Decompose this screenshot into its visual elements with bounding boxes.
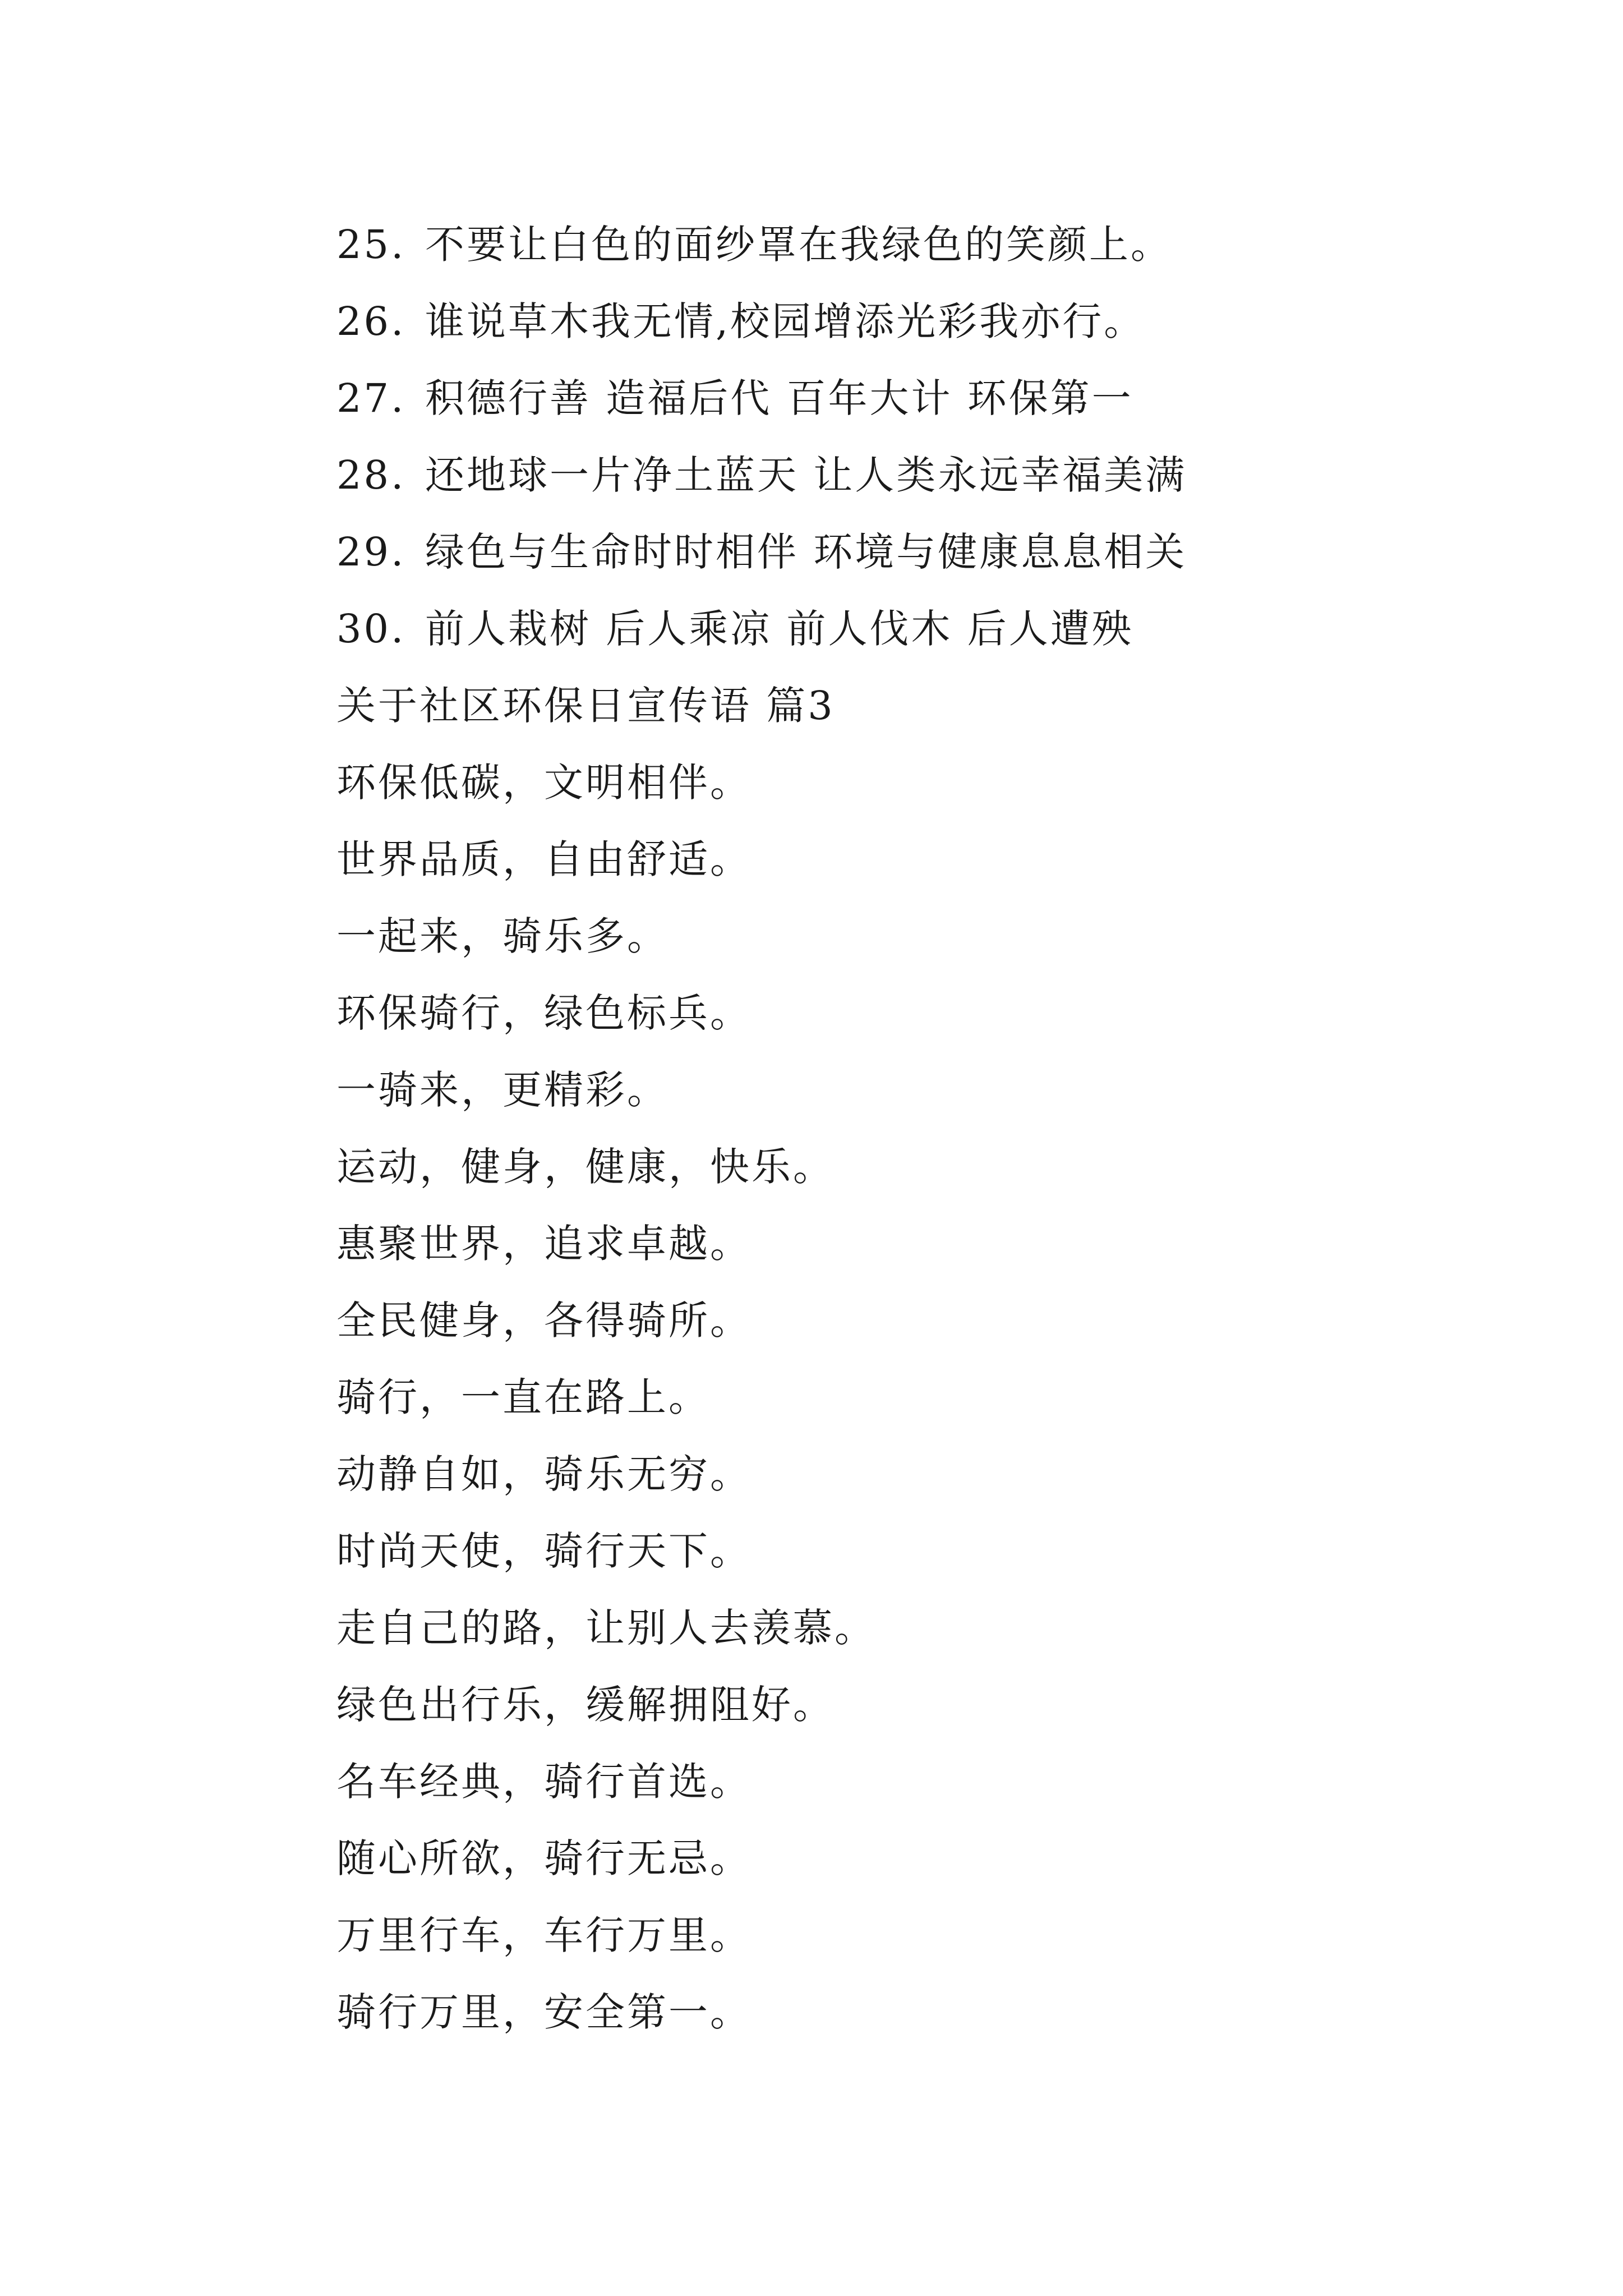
slogan-line: 骑行，一直在路上。: [336, 1374, 710, 1420]
slogan-line: 全民健身，各得骑所。: [336, 1297, 751, 1343]
item-number: 30.: [336, 606, 406, 652]
list-item: [336, 514, 1458, 591]
slogan-line: 骑行万里，安全第一。: [336, 1989, 751, 2035]
slogan-line: 一起来，骑乐多。: [336, 913, 668, 959]
slogan-line: 动静自如，骑乐无穷。: [336, 1451, 751, 1497]
slogan-line: 时尚天使，骑行天下。: [336, 1528, 751, 1574]
item-text: 前人栽树 后人乘凉 前人伐木 后人遭殃: [425, 606, 1133, 652]
item-number: 28.: [336, 452, 406, 498]
slogan-line: 绿色出行乐，缓解拥阻好。: [336, 1682, 834, 1728]
item-text: 还地球一片净土蓝天 让人类永远幸福美满: [425, 452, 1187, 498]
slogan-line: 名车经典，骑行首选。: [336, 1759, 751, 1805]
item-number: 25.: [336, 222, 406, 268]
item-text: 绿色与生命时时相伴 环境与健康息息相关: [425, 529, 1187, 575]
slogan-line: 随心所欲，骑行无忌。: [336, 1835, 751, 1881]
item-text: 谁说草木我无情,校园增添光彩我亦行。: [425, 298, 1146, 344]
section-heading: 关于社区环保日宣传语 篇3: [336, 683, 835, 729]
document-body: [336, 206, 1458, 2051]
slogan-line: 世界品质，自由舒适。: [336, 836, 751, 882]
slogan-line: 走自己的路，让别人去羡慕。: [336, 1605, 876, 1651]
item-number: 26.: [336, 298, 406, 344]
item-text: 不要让白色的面纱罩在我绿色的笑颜上。: [425, 222, 1172, 268]
slogan-line: 运动，健身，健康，快乐。: [336, 1144, 834, 1190]
slogan-line: 一骑来，更精彩。: [336, 1067, 668, 1113]
list-item: [336, 283, 1458, 360]
list-item: [336, 360, 1458, 437]
list-item: [336, 206, 1458, 283]
item-number: 27.: [336, 375, 406, 421]
slogan-line: 万里行车，车行万里。: [336, 1912, 751, 1958]
slogan-line: 环保低碳，文明相伴。: [336, 760, 751, 806]
list-item: [336, 437, 1458, 514]
item-number: 29.: [336, 529, 406, 575]
slogan-line: 环保骑行，绿色标兵。: [336, 990, 751, 1036]
list-item: [336, 591, 1458, 668]
slogan-line: 惠聚世界，追求卓越。: [336, 1221, 751, 1267]
item-text: 积德行善 造福后代 百年大计 环保第一: [425, 375, 1133, 421]
